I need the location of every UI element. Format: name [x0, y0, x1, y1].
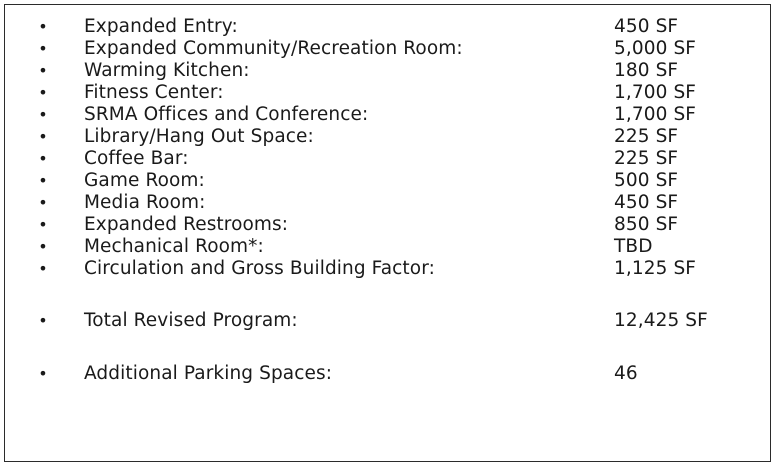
item-label: SRMA Offices and Conference: [84, 104, 369, 125]
item-label: Library/Hang Out Space: [84, 126, 314, 147]
parking-value: 46 [614, 363, 638, 384]
item-value: 225 SF [614, 126, 679, 147]
list-item [5, 104, 770, 126]
list-item [5, 236, 770, 258]
item-label: Warming Kitchen: [84, 60, 250, 81]
bullet-icon: • [38, 61, 48, 80]
bullet-icon: • [38, 127, 48, 146]
list-item [5, 192, 770, 214]
item-label: Expanded Community/Recreation Room: [84, 38, 463, 59]
item-label: Expanded Restrooms: [84, 214, 289, 235]
total-row [5, 310, 770, 332]
item-value: 450 SF [614, 192, 679, 213]
item-value: 500 SF [614, 170, 679, 191]
item-value: 850 SF [614, 214, 679, 235]
list-item [5, 82, 770, 104]
item-label: Media Room: [84, 192, 206, 213]
item-value: 180 SF [614, 60, 679, 81]
list-item [5, 258, 770, 280]
item-value: 450 SF [614, 16, 679, 37]
list-item [5, 16, 770, 38]
list-item [5, 38, 770, 60]
bullet-icon: • [38, 171, 48, 190]
bullet-icon: • [38, 364, 48, 383]
bullet-icon: • [38, 193, 48, 212]
item-label: Coffee Bar: [84, 148, 189, 169]
bullet-icon: • [38, 215, 48, 234]
item-value: TBD [614, 236, 653, 257]
bullet-icon: • [38, 149, 48, 168]
item-value: 5,000 SF [614, 38, 697, 59]
item-label: Mechanical Room*: [84, 236, 264, 257]
item-value: 1,700 SF [614, 82, 697, 103]
total-value: 12,425 SF [614, 310, 708, 331]
bullet-icon: • [38, 39, 48, 58]
total-label: Total Revised Program: [84, 310, 298, 331]
program-box [4, 4, 771, 462]
item-label: Game Room: [84, 170, 205, 191]
list-item [5, 60, 770, 82]
list-item [5, 214, 770, 236]
bullet-icon: • [38, 259, 48, 278]
item-label: Circulation and Gross Building Factor: [84, 258, 435, 279]
item-value: 1,700 SF [614, 104, 697, 125]
bullet-icon: • [38, 83, 48, 102]
list-item [5, 148, 770, 170]
list-item [5, 170, 770, 192]
bullet-icon: • [38, 237, 48, 256]
parking-row [5, 363, 770, 385]
item-label: Expanded Entry: [84, 16, 238, 37]
item-value: 1,125 SF [614, 258, 697, 279]
bullet-icon: • [38, 105, 48, 124]
bullet-icon: • [38, 17, 48, 36]
item-value: 225 SF [614, 148, 679, 169]
list-item [5, 126, 770, 148]
item-label: Fitness Center: [84, 82, 224, 103]
bullet-icon: • [38, 311, 48, 330]
parking-label: Additional Parking Spaces: [84, 363, 333, 384]
